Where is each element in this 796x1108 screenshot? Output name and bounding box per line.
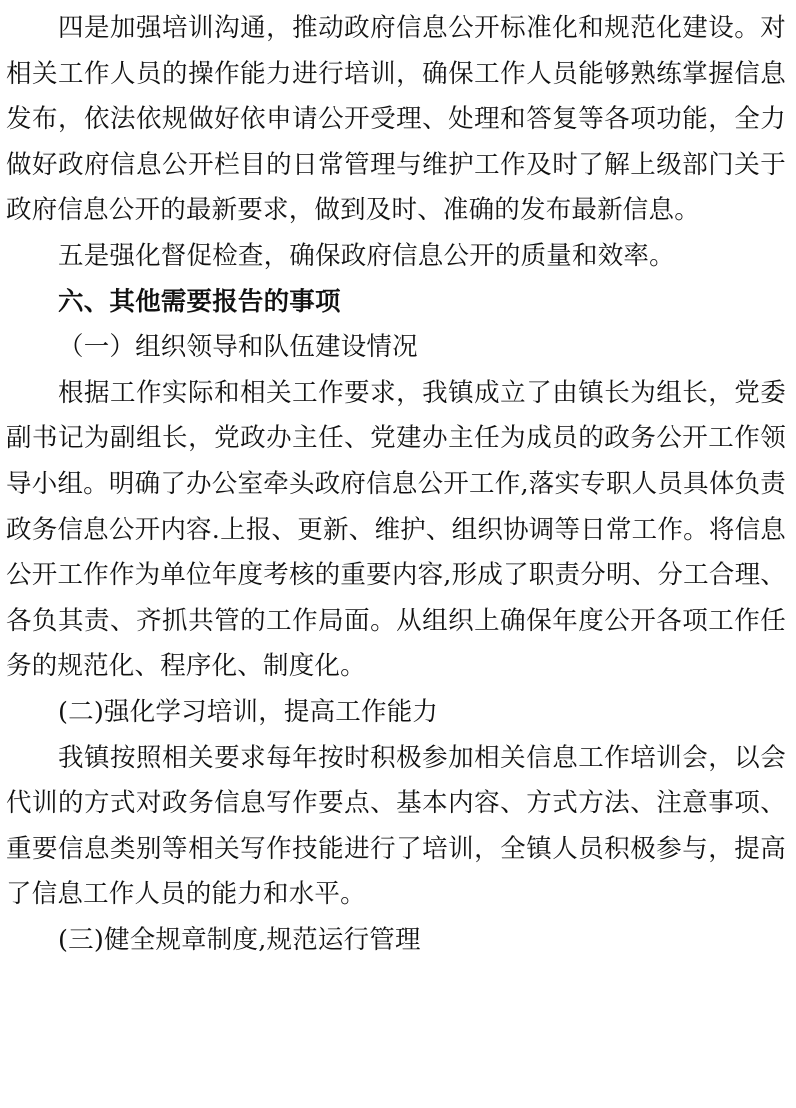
subheading-rules-regulations: (三)健全规章制度,规范运行管理 xyxy=(58,924,421,955)
document-page xyxy=(6,6,786,963)
section-heading-other-matters: 六、其他需要报告的事项 xyxy=(58,286,341,317)
subheading-organization-leadership: （一）组织领导和队伍建设情况 xyxy=(58,332,418,363)
paragraph-training-communication: 四是加强培训沟通，推动政府信息公开标准化和规范化建设。对相关工作人员的操作能力进行培训，确保工作人员能够熟练掌握信息发布，依法依规做好依申请公开受理、处理和答复等各项功能，全力做好政府信息公开栏目的日常管理与维护工作及时了解上级部门关于政府信息公开的最新要求，做到及时、准确的发布最新信息。 xyxy=(6,13,786,226)
paragraph-supervision-inspection: 五是强化督促检查，确保政府信息公开的质量和效率。 xyxy=(58,240,675,271)
paragraph-leadership-group: 根据工作实际和相关工作要求，我镇成立了由镇长为组长，党委副书记为副组长，党政办主任、党建办主任为成员的政务公开工作领导小组。明确了办公室牵头政府信息公开工作,落实专职人员具体负责政务信息公开内容.上报、更新、维护、组织协调等日常工作。将信息公开工作作为单位年度考核的重要内容,形成了职责分明、分工合理、各负其责、齐抓共管的工作局面。从组织上确保年度公开各项工作任务的规范化、程序化、制度化。 xyxy=(6,377,786,682)
paragraph-training-participation: 我镇按照相关要求每年按时积极参加相关信息工作培训会，以会代训的方式对政务信息写作要点、基本内容、方式方法、注意事项、重要信息类别等相关写作技能进行了培训，全镇人员积极参与，提高了信息工作人员的能力和水平。 xyxy=(6,742,786,910)
subheading-study-training: (二)强化学习培训，提高工作能力 xyxy=(58,696,439,727)
